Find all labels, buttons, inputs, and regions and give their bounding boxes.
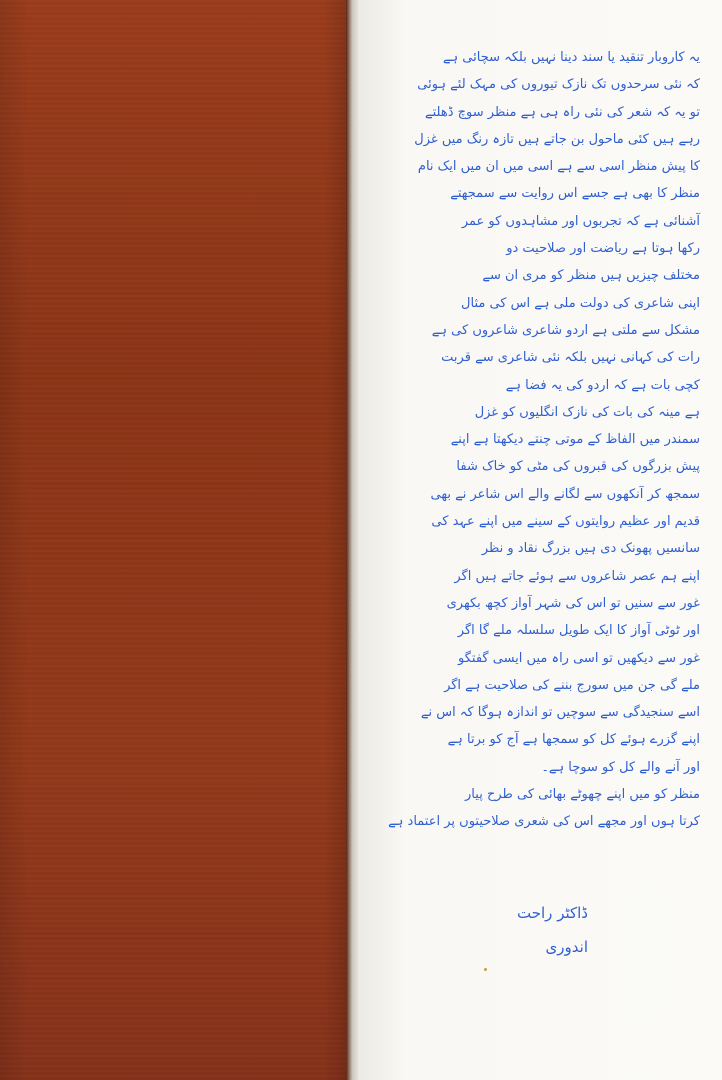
handwritten-letter [388,44,700,836]
letter-line: کرتا ہوں اور مجھے اس کی شعری صلاحیتوں پر اعتماد ہے [388,814,700,830]
ink-dot [484,968,487,971]
letter-line: رکھا ہوتا ہے ریاضت اور صلاحیت دو [506,241,700,257]
book-binding-edge [346,0,360,1080]
letter-line: اپنے گزرے ہوئے کل کو سمجھا ہے آج کو برتا ہے [447,732,700,748]
letter-line: تو یہ کہ شعر کی نئی راہ ہی ہے منظر سوچ ڈھلتے [425,104,700,120]
letter-line: سمندر میں الفاظ کے موتی چنتے دیکھتا ہے اپنے [450,432,700,448]
letter-line: ملے گی جن میں سورج بننے کی صلاحیت ہے اگر [444,677,700,693]
letter-line: کچی بات ہے کہ اردو کی یہ فضا ہے [505,377,700,393]
book-cover-panel [0,0,352,1080]
letter-line: مشکل سے ملتی ہے اردو شاعری شاعروں کی ہے [431,322,700,338]
letter-line: منظر کا بھی ہے جسے اس روایت سے سمجھتے [450,186,700,202]
letter-line: سانسیں پھونک دی ہیں بزرگ نقاد و نظر [481,541,700,557]
letter-line: کہ نئی سرحدوں تک نازک تیوروں کی مہک لئے ہوئی [417,77,700,93]
letter-line: رات کی کہانی نہیں بلکہ نئی شاعری سے قربت [441,350,700,366]
letter-line: اسے سنجیدگی سے سوچیں تو اندازہ ہوگا کہ اس نے [420,705,700,721]
letter-line: اپنے ہم عصر شاعروں سے ہوئے جاتے ہیں اگر [454,568,700,584]
letter-line: غور سے دیکھیں تو اسی راہ میں ایسی گفتگو [458,650,700,666]
letter-line: اور آنے والے کل کو سوچا ہے۔ [541,759,700,775]
letter-line: ہے مینہ کی بات کی نازک انگلیوں کو غزل [474,404,700,420]
signature: ڈاکٹر راحت اندوری [517,904,588,956]
letter-line: سمجھ کر آنکھوں سے لگانے والے اس شاعر نے بھی [430,486,700,502]
letter-line: قدیم اور عظیم روایتوں کے سینے میں اپنے عہد کی [431,514,700,530]
letter-line: آشنائی ہے کہ تجربوں اور مشاہدوں کو عمر [461,213,700,229]
letter-line: منظر کو میں اپنے چھوٹے بھائی کی طرح پیار [465,787,700,803]
letter-line: اپنی شاعری کی دولت ملی ہے اس کی مثال [461,295,700,311]
letter-line: رہے ہیں کئی ماحول بن جاتے ہیں تازہ رنگ میں غزل [414,131,700,147]
letter-line: غور سے سنیں تو اس کی شہر آواز کچھ بکھری [446,595,700,611]
letter-line: کا پیش منظر اسی سے ہے اسی میں ان میں ایک نام [417,159,700,175]
letter-line: یہ کاروبار تنقید یا سند دینا نہیں بلکہ سچائی ہے [442,50,700,65]
letter-line: مختلف چیزیں ہیں منظر کو مری ان سے [482,268,700,284]
letter-line: پیش بزرگوں کی قبروں کی مٹی کو خاک شفا [456,459,700,475]
letter-line: اور ٹوٹی آواز کا ایک طویل سلسلہ ملے گا اگر [457,623,700,639]
